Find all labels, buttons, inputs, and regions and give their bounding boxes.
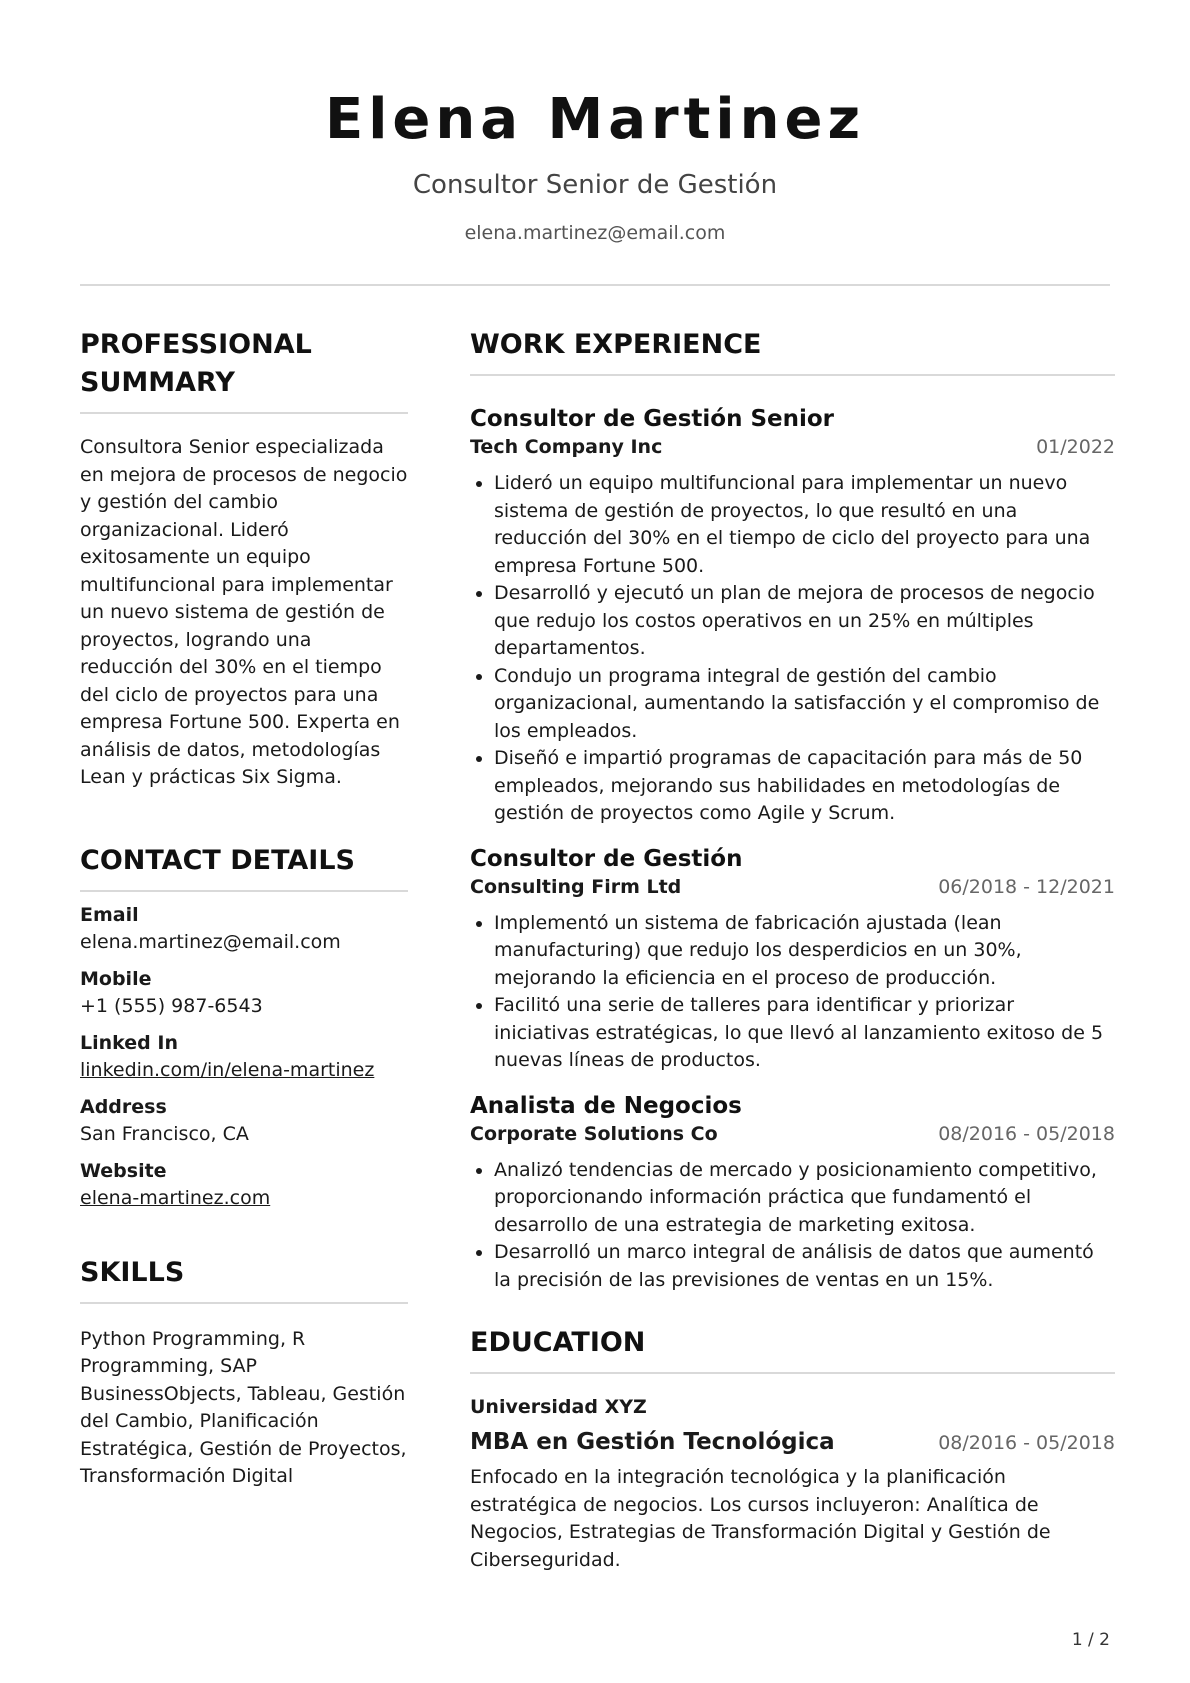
right-column bbox=[470, 326, 1115, 1574]
skills-section bbox=[80, 1254, 408, 1491]
job-title: Consultor de Gestión Senior bbox=[470, 406, 835, 432]
education-description: Enfocado en la integración tecnológica y la planificación estratégica de negocios. Los cursos incluyeron: Analítica de Negocios, Estrategias de Transformación Digital y Gestión de Ciberseguridad. bbox=[470, 1466, 1051, 1571]
job-bullet: • Desarrolló un marco integral de análisis de datos que aumentó la precisión de las previsiones de ventas en un 15%. bbox=[494, 1239, 1115, 1294]
contact-divider bbox=[80, 890, 408, 892]
summary-heading: PROFESSIONAL SUMMARY bbox=[80, 329, 312, 398]
experience-heading: WORK EXPERIENCE bbox=[470, 329, 762, 360]
job-bullets bbox=[470, 910, 1115, 1075]
contact-section bbox=[80, 842, 408, 1212]
job-date: 08/2016 - 05/2018 bbox=[938, 1122, 1115, 1145]
contact-address bbox=[80, 1094, 408, 1148]
job-date: 01/2022 bbox=[1036, 436, 1115, 458]
job-bullets bbox=[470, 470, 1115, 828]
job-title: Consultor de Gestión bbox=[470, 845, 743, 872]
job-bullet: • Facilitó una serie de talleres para identificar y priorizar iniciativas estratégicas, lo que llevó al lanzamiento exitoso de 5 nuevas líneas de productos. bbox=[494, 992, 1115, 1075]
education-section bbox=[470, 1324, 1115, 1574]
job-company: Tech Company Inc bbox=[470, 436, 663, 458]
education-date: 08/2016 - 05/2018 bbox=[938, 1432, 1115, 1454]
job-title: Analista de Negocios bbox=[470, 1092, 742, 1119]
job-entry bbox=[470, 1091, 1115, 1295]
education-divider bbox=[470, 1372, 1115, 1374]
contact-website bbox=[80, 1158, 408, 1212]
page-number: 1 / 2 bbox=[1071, 1630, 1110, 1650]
job-company: Corporate Solutions Co bbox=[470, 1122, 718, 1145]
resume-header bbox=[0, 0, 1190, 246]
summary-section bbox=[80, 326, 408, 792]
left-column bbox=[80, 326, 408, 1491]
job-bullet: • Condujo un programa integral de gestión del cambio organizacional, aumentando la satisfacción y el compromiso de los empleados. bbox=[494, 663, 1115, 746]
job-bullet: • Analizó tendencias de mercado y posicionamiento competitivo, proporcionando información práctica que fundamentó el desarrollo de una estrategia de marketing exitosa. bbox=[494, 1157, 1115, 1240]
contact-linkedin bbox=[80, 1030, 408, 1084]
job-bullets bbox=[470, 1157, 1115, 1295]
contact-mobile-value: +1 (555) 987-6543 bbox=[80, 994, 263, 1017]
job-date: 06/2018 - 12/2021 bbox=[938, 875, 1115, 898]
skills-heading: SKILLS bbox=[80, 1256, 185, 1288]
job-bullet: • Desarrolló y ejecutó un plan de mejora de procesos de negocio que redujo los costos operativos en un 25% en múltiples departamentos. bbox=[494, 580, 1115, 663]
job-entry bbox=[470, 844, 1115, 1075]
contact-label: Website bbox=[80, 1159, 167, 1182]
experience-section bbox=[470, 326, 1115, 1294]
contact-label: Linked In bbox=[80, 1031, 178, 1054]
summary-divider bbox=[80, 412, 408, 414]
job-entry bbox=[470, 404, 1115, 828]
skills-text: Python Programming, R Programming, SAP BusinessObjects, Tableau, Gestión del Cambio, Planificación Estratégica, Gestión de Proyectos, Transformación Digital bbox=[80, 1327, 407, 1487]
summary-text: Consultora Senior especializada en mejora de procesos de negocio y gestión del cambio organizacional. Lideró exitosamente un equipo multifuncional para implementar un nuevo sistema de gestión de proyectos, logrando una reducción del 30% en el tiempo del ciclo de proyectos para una empresa Fortune 500. Experta en análisis de datos, metodologías Lean y prácticas Six Sigma. bbox=[80, 436, 408, 788]
website-link[interactable]: elena-martinez.com bbox=[80, 1186, 271, 1209]
contact-heading: CONTACT DETAILS bbox=[80, 844, 355, 876]
job-company: Consulting Firm Ltd bbox=[470, 875, 682, 898]
education-heading: EDUCATION bbox=[470, 1327, 646, 1358]
education-school: Universidad XYZ bbox=[470, 1396, 647, 1418]
contact-label: Email bbox=[80, 903, 139, 926]
education-degree: MBA en Gestión Tecnológica bbox=[470, 1429, 835, 1455]
contact-mobile bbox=[80, 966, 408, 1020]
job-bullet: • Lideró un equipo multifuncional para implementar un nuevo sistema de gestión de proyectos, lo que resultó en una reducción del 30% en el tiempo de ciclo del proyecto para una empresa Fortune 500. bbox=[494, 470, 1115, 580]
job-bullet: • Diseñó e impartió programas de capacitación para más de 50 empleados, mejorando sus habilidades en metodologías de gestión de proyectos como Agile y Scrum. bbox=[494, 745, 1115, 828]
linkedin-link[interactable]: linkedin.com/in/elena-martinez bbox=[80, 1058, 375, 1081]
contact-address-value: San Francisco, CA bbox=[80, 1122, 249, 1145]
candidate-title: Consultor Senior de Gestión bbox=[412, 170, 778, 200]
candidate-name: Elena Martinez bbox=[324, 87, 866, 152]
contact-label: Address bbox=[80, 1095, 167, 1118]
contact-label: Mobile bbox=[80, 967, 152, 990]
header-email[interactable]: elena.martinez@email.com bbox=[464, 222, 726, 244]
header-divider bbox=[80, 284, 1110, 286]
contact-email bbox=[80, 902, 408, 956]
contact-email-value[interactable]: elena.martinez@email.com bbox=[80, 930, 341, 953]
experience-divider bbox=[470, 374, 1115, 376]
skills-divider bbox=[80, 1302, 408, 1304]
job-bullet: • Implementó un sistema de fabricación ajustada (lean manufacturing) que redujo los desperdicios en un 30%, mejorando la eficiencia en el proceso de producción. bbox=[494, 910, 1115, 993]
